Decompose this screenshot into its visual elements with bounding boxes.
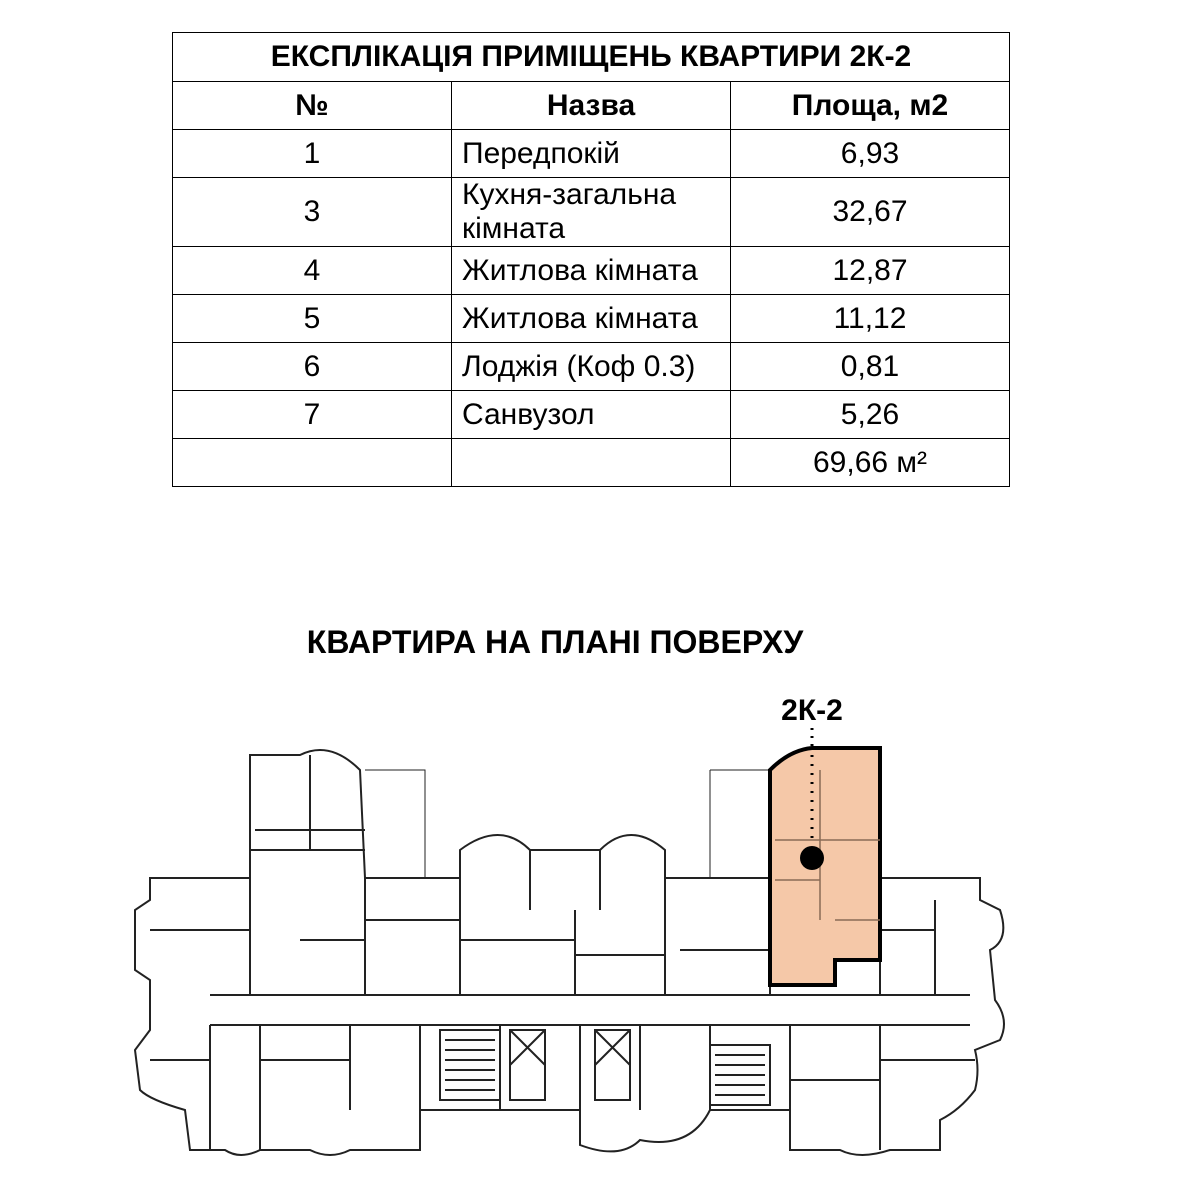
header-num: № [173, 82, 452, 130]
row-name: Передпокій [452, 130, 731, 178]
row-name: Кухня-загальна кімната [452, 178, 731, 247]
header-area: Площа, м2 [731, 82, 1010, 130]
row-area: 5,26 [731, 391, 1010, 439]
total-area: 69,66 м² [731, 439, 1010, 487]
total-empty-name [452, 439, 731, 487]
header-name: Назва [452, 82, 731, 130]
row-name: Житлова кімната [452, 295, 731, 343]
row-area: 11,12 [731, 295, 1010, 343]
table-row [173, 130, 1010, 178]
row-area: 12,87 [731, 247, 1010, 295]
table-total-row [173, 439, 1010, 487]
row-num: 6 [173, 343, 452, 391]
table-row [173, 295, 1010, 343]
apartment-label: 2К-2 [781, 694, 843, 727]
apartment-highlight[interactable] [770, 748, 880, 985]
row-num: 5 [173, 295, 452, 343]
row-name: Житлова кімната [452, 247, 731, 295]
row-num: 3 [173, 178, 452, 247]
table-row [173, 247, 1010, 295]
row-name: Санвузол [452, 391, 731, 439]
row-area: 6,93 [731, 130, 1010, 178]
table-header-row [173, 82, 1010, 130]
table-row [173, 343, 1010, 391]
explication-table [172, 32, 1010, 487]
table-title: ЕКСПЛІКАЦІЯ ПРИМІЩЕНЬ КВАРТИРИ 2К-2 [173, 33, 1010, 82]
table-row [173, 391, 1010, 439]
plan-heading: КВАРТИРА НА ПЛАНІ ПОВЕРХУ [306, 624, 804, 660]
row-num: 4 [173, 247, 452, 295]
apartment-marker-dot [800, 846, 824, 870]
row-name: Лоджія (Коф 0.3) [452, 343, 731, 391]
floor-plan [0, 680, 1178, 1200]
table-row [173, 178, 1010, 247]
row-area: 32,67 [731, 178, 1010, 247]
total-empty-num [173, 439, 452, 487]
row-num: 1 [173, 130, 452, 178]
row-area: 0,81 [731, 343, 1010, 391]
row-num: 7 [173, 391, 452, 439]
